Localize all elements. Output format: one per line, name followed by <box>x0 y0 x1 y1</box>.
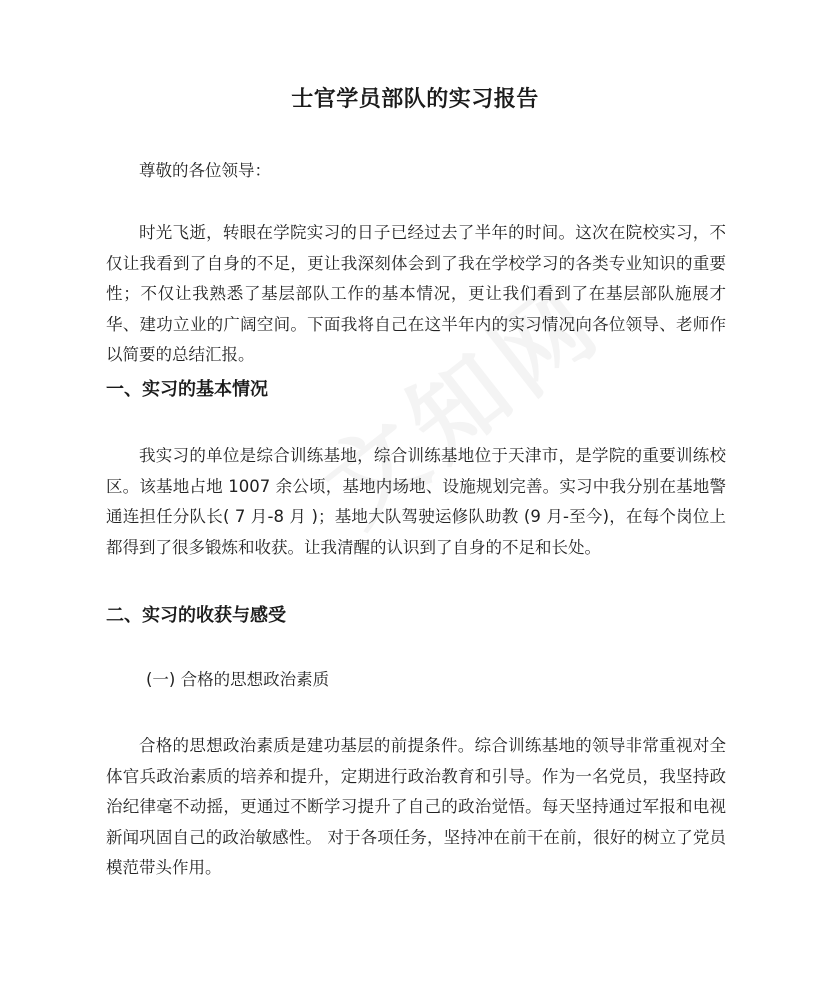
subsection-1-heading: (一) 合格的思想政治素质 <box>146 670 330 689</box>
document-title: 士官学员部队的实习报告 <box>291 87 539 112</box>
section-2-heading: 二、实习的收获与感受 <box>106 605 286 626</box>
section-1-heading: 一、实习的基本情况 <box>106 379 268 400</box>
intro-paragraph: 时光飞逝，转眼在学院实习的日子已经过去了半年的时间。这次在院校实习，不仅让我看到了自身的不足，更让我深刻体会到了我在学校学习的各类专业知识的重要性；不仅让我熟悉了基层部队工作的基本情况，更让我们看到了在基层部队施展才华、建功立业的广阔空间。下面我将自己在这半年内的实习情况向各位领导、老师作以简要的总结汇报。 <box>106 223 726 364</box>
subsection-1-paragraph: 合格的思想政治素质是建功基层的前提条件。综合训练基地的领导非常重视对全体官兵政治素质的培养和提升，定期进行政治教育和引导。作为一名党员，我坚持政治纪律毫不动摇，更通过不断学习提升了自己的政治觉悟。每天坚持通过军报和电视新闻巩固自己的政治敏感性。 对于各项任务，坚持冲在前干在前，很好的树立了党员模范带头作用。 <box>106 736 726 877</box>
salutation: 尊敬的各位领导： <box>139 161 271 180</box>
section-1-paragraph: 我实习的单位是综合训练基地，综合训练基地位于天津市，是学院的重要训练校区。该基地占地 1007 余公顷，基地内场地、设施规划完善。实习中我分别在基地警通连担任分队长( 7 月-8 月 )；基地大队驾驶运修队助教 (9 月-至今)，在每个岗位上都得到了很多锻炼和收获。让我清醒的认识到了自身的不足和长处。 <box>106 446 726 557</box>
